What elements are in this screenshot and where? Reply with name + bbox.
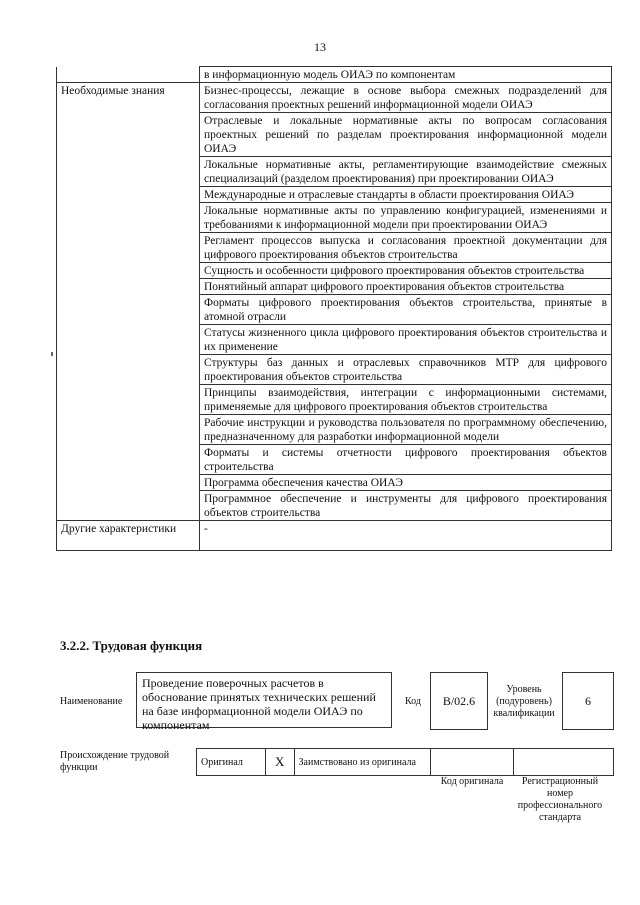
knowledge-item: Международные и отраслевые стандарты в области проектирования ОИАЭ xyxy=(200,187,612,203)
page-number: 13 xyxy=(314,40,326,54)
code-label: Код xyxy=(405,696,421,707)
knowledge-item: Форматы и системы отчетности цифрового проектирования объектов строительства xyxy=(200,445,612,475)
table-row xyxy=(57,83,612,113)
scan-mark xyxy=(51,352,53,356)
section-title: 3.2.2. Трудовая функция xyxy=(60,638,203,653)
table-row xyxy=(197,749,614,776)
knowledge-item: Отраслевые и локальные нормативные акты по вопросам согласования проектных решений по разделам проектирования информационной модели ОИАЭ xyxy=(200,113,612,157)
table-row xyxy=(57,325,612,355)
knowledge-item: Рабочие инструкции и руководства пользователя по программному обеспечению, предназначенному для разработки информационной модели xyxy=(200,415,612,445)
caption-registration-number: Регистрационный номер профессионального стандарта xyxy=(517,776,603,823)
table-row xyxy=(57,279,612,295)
name-value-box: Проведение поверочных расчетов в обоснование принятых технических решений на базе информационной модели ОИАЭ по компонентам xyxy=(136,672,392,728)
table-row xyxy=(57,187,612,203)
table-row xyxy=(57,355,612,385)
table-row xyxy=(57,521,612,551)
origin-table xyxy=(196,748,614,776)
original-code-cell xyxy=(430,749,514,776)
continuation-text: в информационную модель ОИАЭ по компонентам xyxy=(200,67,612,83)
table-row xyxy=(57,203,612,233)
knowledge-item: Форматы цифрового проектирования объектов строительства, принятые в атомной отрасли xyxy=(200,295,612,325)
knowledge-item: Принципы взаимодействия, интеграции с информационными системами, применяемые для цифрового проектирования объектов строительства xyxy=(200,385,612,415)
knowledge-item: Программное обеспечение и инструменты для цифрового проектирования объектов строительства xyxy=(200,491,612,521)
knowledge-item: Программа обеспечения качества ОИАЭ xyxy=(200,475,612,491)
table-row xyxy=(57,415,612,445)
original-mark: X xyxy=(265,749,294,776)
level-label: Уровень (подуровень) квалификации xyxy=(493,684,555,719)
table-row xyxy=(57,113,612,157)
knowledge-item: Локальные нормативные акты, регламентирующие взаимодействие смежных специализаций (разделом проектирования) при проектировании ОИАЭ xyxy=(200,157,612,187)
level-value-box: 6 xyxy=(562,672,614,730)
table-row xyxy=(57,491,612,521)
other-characteristics-label: Другие характеристики xyxy=(57,521,200,551)
table-row xyxy=(57,233,612,263)
caption-original-code: Код оригинала xyxy=(440,776,504,787)
name-label: Наименование xyxy=(60,696,123,707)
original-label: Оригинал xyxy=(197,749,266,776)
knowledge-item: Структуры баз данных и отраслевых справочников МТР для цифрового проектирования объектов строительства xyxy=(200,355,612,385)
table-row xyxy=(57,157,612,187)
knowledge-item: Понятийный аппарат цифрового проектирования объектов строительства xyxy=(200,279,612,295)
table-row xyxy=(57,475,612,491)
knowledge-item: Регламент процессов выпуска и согласования проектной документации для цифрового проектирования объектов строительства xyxy=(200,233,612,263)
required-knowledge-label: Необходимые знания xyxy=(57,83,200,113)
knowledge-item: Сущность и особенности цифрового проектирования объектов строительства xyxy=(200,263,612,279)
knowledge-table xyxy=(56,66,612,551)
table-row xyxy=(57,295,612,325)
table-row xyxy=(57,263,612,279)
knowledge-item: Бизнес-процессы, лежащие в основе выбора смежных подразделений для согласования проектных решений информационной модели ОИАЭ xyxy=(200,83,612,113)
borrowed-label: Заимствовано из оригинала xyxy=(294,749,430,776)
empty-label-cell xyxy=(57,67,200,83)
knowledge-item: Статусы жизненного цикла цифрового проектирования объектов строительства и их применение xyxy=(200,325,612,355)
code-value-box: B/02.6 xyxy=(430,672,488,730)
knowledge-item: Локальные нормативные акты по управлению конфигурацией, изменениями и требованиями к информационной модели при проектировании ОИАЭ xyxy=(200,203,612,233)
other-characteristics-value: - xyxy=(200,521,612,551)
table-row xyxy=(57,385,612,415)
registration-number-cell xyxy=(514,749,614,776)
table-row xyxy=(57,67,612,83)
origin-label: Происхождение трудовой функции xyxy=(60,750,170,773)
table-row xyxy=(57,445,612,475)
